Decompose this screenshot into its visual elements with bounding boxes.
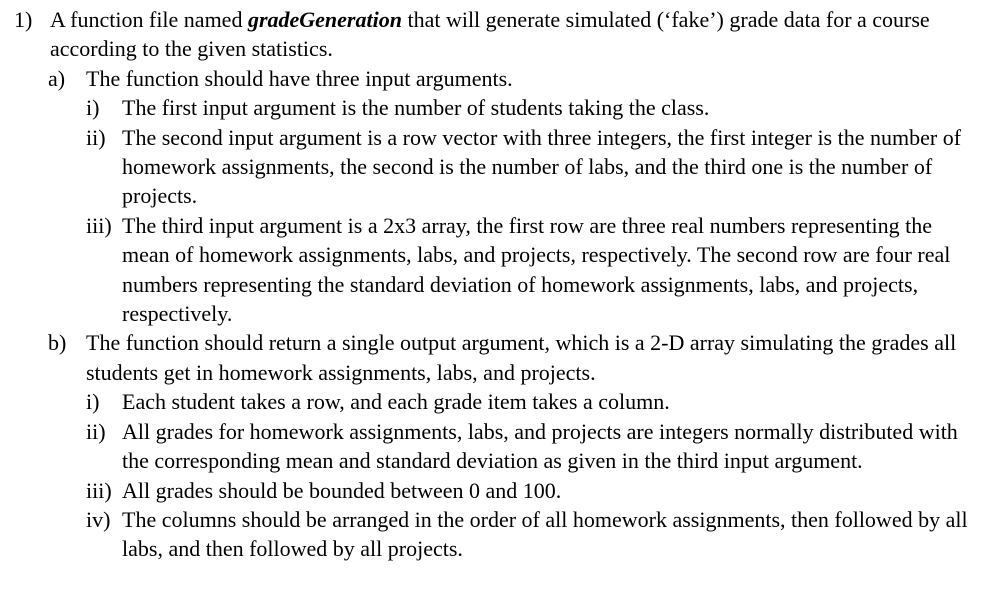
part-marker: b) — [48, 330, 67, 356]
question-1 — [14, 5, 984, 64]
item-marker: i) — [86, 95, 100, 121]
item-marker: iv) — [86, 506, 111, 532]
item-marker: ii) — [86, 124, 106, 150]
item-text: The first input argument is the number of students taking the class. — [122, 95, 710, 121]
part-a-item-ii — [86, 123, 984, 211]
item-text: The columns should be arranged in the order of all homework assignments, then followed by all labs, and then followed by all projects. — [122, 506, 968, 562]
item-marker: iii) — [86, 477, 112, 503]
part-marker: a) — [48, 65, 66, 91]
item-text: The third input argument is a 2x3 array, the first row are three real numbers representing the mean of homework assignments, labs, and projects, respectively. The second row are four real numbers representing the standard deviation of homework assignments, labs, and projects, respectively. — [122, 212, 951, 327]
item-text: All grades should be bounded between 0 and 100. — [122, 477, 562, 503]
part-a-item-iii — [86, 211, 984, 329]
question-text-before: A function file named — [50, 7, 248, 32]
item-text: All grades for homework assignments, labs, and projects are integers normally distributed with the corresponding mean and standard deviation as given in the third input argument. — [122, 418, 958, 474]
part-b — [48, 328, 984, 387]
part-text: The function should return a single output argument, which is a 2-D array simulating the grades all students get in homework assignments, labs, and projects. — [86, 330, 957, 385]
item-marker: iii) — [86, 212, 112, 238]
item-marker: ii) — [86, 418, 106, 444]
item-text: The second input argument is a row vector with three integers, the first integer is the number of homework assignments, the second is the number of labs, and the third one is the number of projects. — [122, 124, 962, 209]
question-text — [50, 5, 984, 64]
part-b-item-i — [86, 387, 984, 416]
part-b-item-ii — [86, 417, 984, 476]
question-text-after: that will generate simulated (‘fake’) grade data for a course according to the given statistics. — [50, 7, 930, 62]
part-text: The function should have three input arguments. — [86, 65, 513, 91]
item-text: Each student takes a row, and each grade item takes a column. — [122, 389, 670, 415]
part-b-item-iv — [86, 505, 984, 564]
part-b-item-iii — [86, 476, 984, 505]
part-a — [48, 64, 984, 93]
item-marker: i) — [86, 389, 100, 415]
function-name: gradeGeneration — [247, 7, 402, 32]
question-number: 1) — [14, 7, 33, 32]
part-a-item-i — [86, 93, 984, 122]
